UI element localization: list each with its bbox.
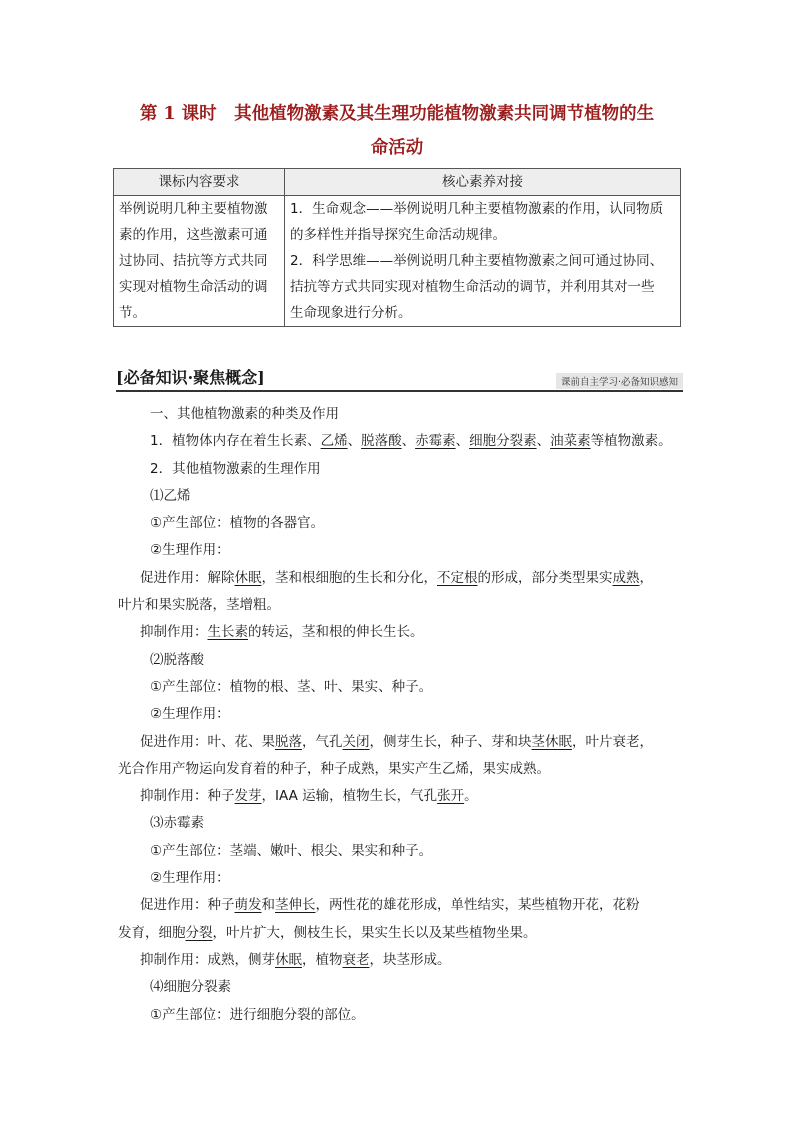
cell-line: 2．科学思维——举例说明几种主要植物激素之间可通过协同、 <box>290 253 664 269</box>
subheading-types: 一、其他植物激素的种类及作用 <box>150 406 339 422</box>
paragraph: ①产生部位：进行细胞分裂的部位。 <box>150 1006 365 1023</box>
paragraph: 叶片和果实脱落，茎增粗。 <box>118 597 280 614</box>
paragraph: 抑制作用：成熟，侧芽休眠，植物衰老，块茎形成。 <box>140 951 451 968</box>
curriculum-cell <box>114 196 285 327</box>
paragraph: 抑制作用：种子发芽，IAA 运输，植物生长，气孔张开。 <box>140 788 478 805</box>
cell-line: 过协同、拮抗等方式共同 <box>119 253 268 269</box>
paragraph: ②生理作用： <box>150 706 230 723</box>
cell-line: 的多样性并指导探究生命活动规律。 <box>290 227 506 243</box>
section-tag: 课前自主学习·必备知识感知 <box>556 373 683 389</box>
paragraph: ①产生部位：茎端、嫩叶、根尖、果实和种子。 <box>150 842 433 859</box>
cell-line: 实现对植物生命活动的调 <box>119 279 268 295</box>
lesson-title <box>112 97 682 165</box>
cell-line: 节。 <box>119 305 146 321</box>
paragraph: 促进作用：叶、花、果脱落，气孔关闭，侧芽生长，种子、芽和块茎休眠，叶片衰老， <box>140 733 653 750</box>
heading-gibberellin: ⑶赤霉素 <box>150 815 204 832</box>
title-line-2: 命活动 <box>370 138 424 158</box>
title-line-1: 第 1 课时 其他植物激素及其生理功能植物激素共同调节植物的生 <box>139 104 655 124</box>
table-header-literacy: 核心素养对接 <box>285 169 681 196</box>
table-header-row <box>114 169 681 196</box>
section-heading-bar <box>116 366 683 392</box>
cell-line: 拮抗等方式共同实现对植物生命活动的调节，并利用其对一些 <box>290 279 655 295</box>
heading-cytokinin: ⑷细胞分裂素 <box>150 979 231 996</box>
cell-line: 举例说明几种主要植物激 <box>119 201 268 217</box>
literacy-cell <box>285 196 681 327</box>
requirements-table <box>113 168 681 327</box>
cell-line: 1．生命观念——举例说明几种主要植物激素的作用，认同物质 <box>290 201 664 217</box>
paragraph: 1．植物体内存在着生长素、乙烯、脱落酸、赤霉素、细胞分裂素、油菜素等植物激素。 <box>150 433 672 450</box>
paragraph: ①产生部位：植物的根、茎、叶、果实、种子。 <box>150 678 433 695</box>
paragraph: 促进作用：解除休眠，茎和根细胞的生长和分化，不定根的形成，部分类型果实成熟， <box>140 569 653 586</box>
paragraph: ②生理作用： <box>150 542 230 559</box>
paragraph: 2．其他植物激素的生理作用 <box>150 460 321 477</box>
heading-ethylene: ⑴乙烯 <box>150 487 191 504</box>
table-row <box>114 196 681 327</box>
paragraph: 光合作用产物运向发育着的种子，种子成熟，果实产生乙烯，果实成熟。 <box>118 760 550 777</box>
content-body <box>118 401 688 1029</box>
section-heading: [必备知识·聚焦概念] <box>116 368 265 387</box>
paragraph: 发育，细胞分裂，叶片扩大，侧枝生长，果实生长以及某些植物坐果。 <box>118 924 537 941</box>
paragraph: ①产生部位：植物的各器官。 <box>150 515 325 532</box>
heading-abscisic-acid: ⑵脱落酸 <box>150 651 204 668</box>
paragraph: 促进作用：种子萌发和茎伸长，两性花的雄花形成，单性结实，某些植物开花，花粉 <box>140 897 640 914</box>
paragraph: 抑制作用：生长素的转运，茎和根的伸长生长。 <box>140 624 424 641</box>
cell-line: 素的作用，这些激素可通 <box>119 227 268 243</box>
table-header-curriculum: 课标内容要求 <box>114 169 285 196</box>
paragraph: ②生理作用： <box>150 870 230 887</box>
cell-line: 生命现象进行分析。 <box>290 305 412 321</box>
